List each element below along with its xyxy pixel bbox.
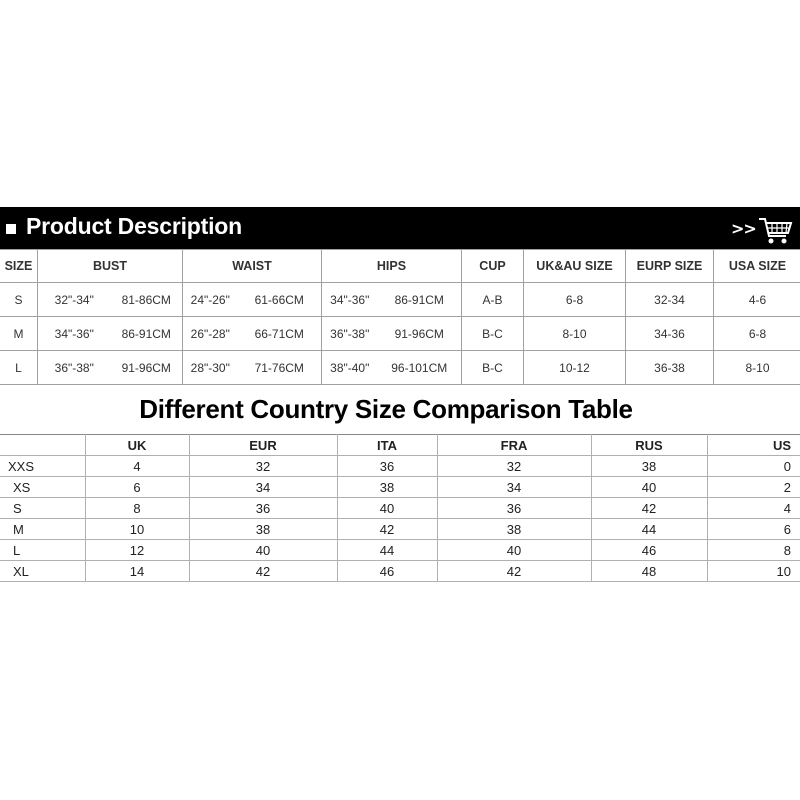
ita-cell: 46 [337,561,437,582]
table-row [0,456,800,477]
size-cell: L [0,351,38,385]
header-usa-size: USA SIZE [714,250,800,283]
size-label-cell: XXS [0,456,85,477]
uk-au-size-cell: 6-8 [524,283,626,317]
table-row [0,283,800,317]
header-us: US [707,435,800,456]
fra-cell: 42 [437,561,591,582]
us-cell: 0 [707,456,800,477]
ita-cell: 38 [337,477,437,498]
header-blank [0,435,85,456]
hips-cm-cell: 91-96CM [378,317,462,351]
hips-inches-cell: 34"-36" [322,283,378,317]
header-uk: UK [85,435,189,456]
header-uk-au-size: UK&AU SIZE [524,250,626,283]
header-cup: CUP [462,250,524,283]
eurp-size-cell: 36-38 [626,351,714,385]
country-size-comparison-table [0,434,800,582]
table-row [0,561,800,582]
usa-size-cell: 8-10 [714,351,800,385]
fra-cell: 32 [437,456,591,477]
size-label-cell: L [0,540,85,561]
rus-cell: 40 [591,477,707,498]
banner-title: Product Description [26,213,243,239]
header-bust: BUST [38,250,183,283]
shopping-cart-icon [757,215,793,245]
eur-cell: 34 [189,477,337,498]
size-label-cell: S [0,498,85,519]
header-size: SIZE [0,250,38,283]
ita-cell: 44 [337,540,437,561]
bust-cm-cell: 81-86CM [111,283,183,317]
fra-cell: 38 [437,519,591,540]
comparison-header-row [0,435,800,456]
ita-cell: 42 [337,519,437,540]
table-row [0,498,800,519]
uk-cell: 14 [85,561,189,582]
hips-inches-cell: 38"-40" [322,351,378,385]
eur-cell: 38 [189,519,337,540]
fra-cell: 36 [437,498,591,519]
header-fra: FRA [437,435,591,456]
size-cell: S [0,283,38,317]
rus-cell: 48 [591,561,707,582]
size-measurement-table [0,249,800,385]
table-row [0,519,800,540]
eur-cell: 36 [189,498,337,519]
size-table-header-row [0,250,800,283]
bust-inches-cell: 36"-38" [38,351,111,385]
waist-cm-cell: 71-76CM [238,351,322,385]
header-waist: WAIST [183,250,322,283]
eurp-size-cell: 34-36 [626,317,714,351]
us-cell: 8 [707,540,800,561]
hips-cm-cell: 86-91CM [378,283,462,317]
uk-au-size-cell: 10-12 [524,351,626,385]
rus-cell: 42 [591,498,707,519]
rus-cell: 46 [591,540,707,561]
hips-cm-cell: 96-101CM [378,351,462,385]
header-ita: ITA [337,435,437,456]
fra-cell: 40 [437,540,591,561]
waist-cm-cell: 61-66CM [238,283,322,317]
header-eurp-size: EURP SIZE [626,250,714,283]
uk-cell: 6 [85,477,189,498]
table-row [0,351,800,385]
uk-cell: 10 [85,519,189,540]
table-row [0,477,800,498]
us-cell: 10 [707,561,800,582]
uk-cell: 12 [85,540,189,561]
us-cell: 2 [707,477,800,498]
usa-size-cell: 4-6 [714,283,800,317]
table-row [0,317,800,351]
double-arrow-label: >> [731,219,756,238]
waist-cm-cell: 66-71CM [238,317,322,351]
fra-cell: 34 [437,477,591,498]
eur-cell: 32 [189,456,337,477]
bust-cm-cell: 91-96CM [111,351,183,385]
size-label-cell: XS [0,477,85,498]
rus-cell: 44 [591,519,707,540]
size-label-cell: M [0,519,85,540]
comparison-table-title: Different Country Size Comparison Table [139,394,633,424]
usa-size-cell: 6-8 [714,317,800,351]
eur-cell: 40 [189,540,337,561]
bust-inches-cell: 32"-34" [38,283,111,317]
ita-cell: 40 [337,498,437,519]
table-row [0,540,800,561]
cup-cell: B-C [462,351,524,385]
waist-inches-cell: 24"-26" [183,283,238,317]
uk-cell: 4 [85,456,189,477]
ita-cell: 36 [337,456,437,477]
us-cell: 4 [707,498,800,519]
eur-cell: 42 [189,561,337,582]
rus-cell: 38 [591,456,707,477]
uk-au-size-cell: 8-10 [524,317,626,351]
size-cell: M [0,317,38,351]
hips-inches-cell: 36"-38" [322,317,378,351]
waist-inches-cell: 26"-28" [183,317,238,351]
us-cell: 6 [707,519,800,540]
cup-cell: B-C [462,317,524,351]
bust-inches-cell: 34"-36" [38,317,111,351]
product-description-banner [0,207,800,249]
header-hips: HIPS [322,250,462,283]
header-eur: EUR [189,435,337,456]
header-rus: RUS [591,435,707,456]
waist-inches-cell: 28"-30" [183,351,238,385]
cup-cell: A-B [462,283,524,317]
eurp-size-cell: 32-34 [626,283,714,317]
square-bullet-icon [6,224,16,234]
bust-cm-cell: 86-91CM [111,317,183,351]
size-label-cell: XL [0,561,85,582]
uk-cell: 8 [85,498,189,519]
